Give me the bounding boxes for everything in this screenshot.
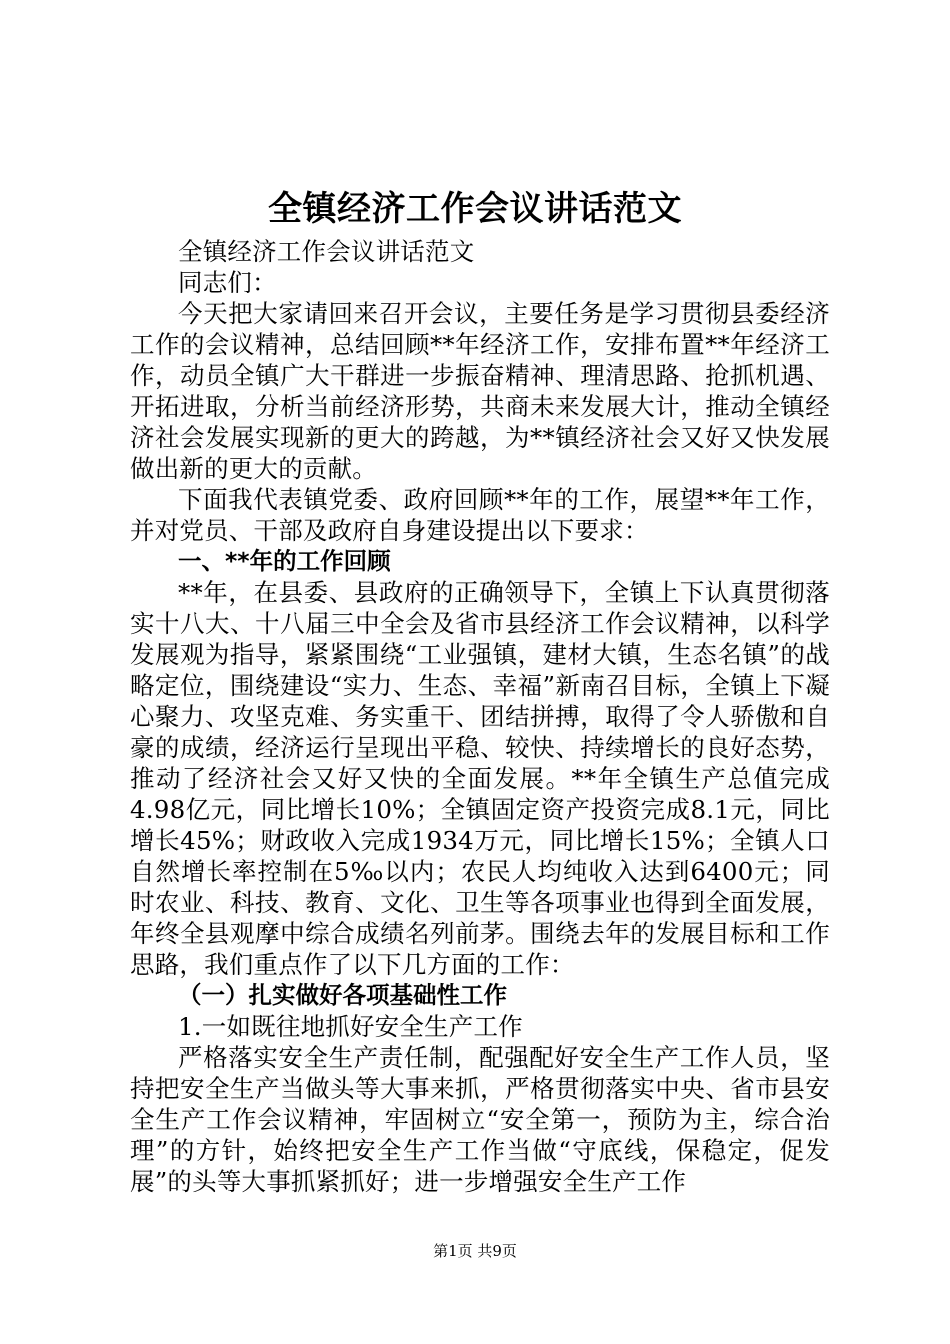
paragraph-outline: 下面我代表镇党委、政府回顾**年的工作，展望**年工作，并对党员、干部及政府自身建设提出以下要求： xyxy=(130,485,830,545)
item-heading-1: 1.一如既往地抓好安全生产工作 xyxy=(178,1012,523,1041)
document-body xyxy=(130,236,830,1197)
document-title: 全镇经济工作会议讲话范文 xyxy=(268,189,682,229)
paragraph-salutation: 同志们： xyxy=(178,268,277,297)
section-heading-1: 一、**年的工作回顾 xyxy=(178,547,391,575)
subsection-heading-1: （一）扎实做好各项基础性工作 xyxy=(178,981,507,1009)
page-footer: 第1页 共9页 xyxy=(433,1242,517,1260)
paragraph-review: **年，在县委、县政府的正确领导下，全镇上下认真贯彻落实十八大、十八届三中全会及省市县经济工作会议精神，以科学发展观为指导，紧紧围绕“工业强镇，建材大镇，生态名镇”的战略定位，围绕建设“实力、生态、幸福”新南召目标，全镇上下凝心聚力、攻坚克难、务实重干、团结拼搏，取得了令人骄傲和自豪的成绩，经济运行呈现出平稳、较快、持续增长的良好态势，推动了经济社会又好又快的全面发展。**年全镇生产总值完成4.98亿元，同比增长10%；全镇固定资产投资完成8.1元，同比增长45%；财政收入完成1934万元，同比增长15%；全镇人口自然增长率控制在5‰以内；农民人均纯收入达到6400元；同时农业、科技、教育、文化、卫生等各项事业也得到全面发展，年终全县观摩中综合成绩名列前茅。围绕去年的发展目标和工作思路，我们重点作了以下几方面的工作： xyxy=(130,578,830,979)
paragraph-safety: 严格落实安全生产责任制，配强配好安全生产工作人员，坚持把安全生产当做头等大事来抓，严格贯彻落实中央、省市县安全生产工作会议精神，牢固树立“安全第一，预防为主，综合治理”的方针，始终把安全生产工作当做“守底线，保稳定，促发展”的头等大事抓紧抓好；进一步增强安全生产工作 xyxy=(130,1043,830,1196)
paragraph-intro: 今天把大家请回来召开会议，主要任务是学习贯彻县委经济工作的会议精神，总结回顾**年经济工作，安排布置**年经济工作，动员全镇广大干群进一步振奋精神、理清思路、抢抓机遇、开拓进取，分析当前经济形势，共商未来发展大计，推动全镇经济社会发展实现新的更大的跨越，为**镇经济社会又好又快发展做出新的更大的贡献。 xyxy=(130,299,830,483)
paragraph-subtitle: 全镇经济工作会议讲话范文 xyxy=(178,237,475,266)
